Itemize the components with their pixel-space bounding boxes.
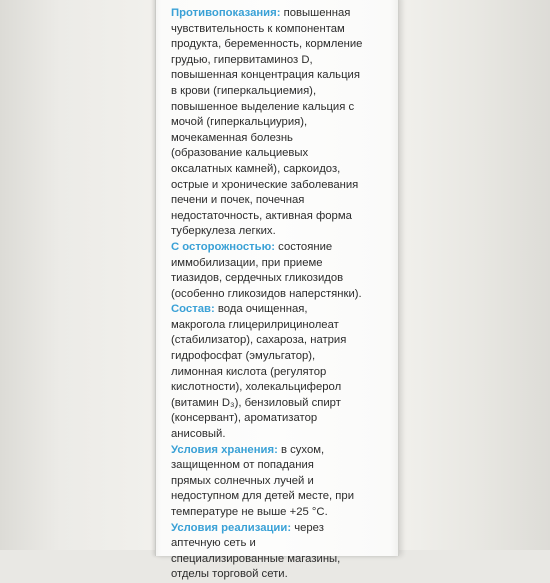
section-line: (стабилизатор), сахароза, натрия (171, 334, 347, 347)
section-line: продукта, беременность, кормление (171, 38, 363, 51)
section-line: печени и почек, почечная (171, 194, 305, 207)
section-line: мочой (гиперкальциурия), (171, 116, 308, 129)
section-line (171, 302, 391, 318)
section-text: вода очищенная, (217, 303, 308, 316)
section-line: защищенном от попадания (171, 459, 314, 472)
section-line: повышенное выделение кальция с (171, 100, 355, 113)
section-line: гидрофосфат (эмульгатор), (171, 350, 316, 363)
section-line: кислотности), холекальциферол (171, 381, 342, 394)
section-line (171, 521, 391, 537)
section-text: состояние (278, 240, 333, 253)
section-line: оксалатных камней), саркоидоз, (171, 162, 341, 175)
section-line (171, 240, 391, 256)
section-line: (витамин D₃), бензиловый спирт (171, 396, 341, 409)
section-line: анисовый. (171, 428, 226, 441)
section-line: прямых солнечных лучей и (171, 474, 314, 487)
section-text: в сухом, (280, 443, 325, 456)
section-line: температуре не выше +25 °C. (171, 506, 328, 518)
section-line: макрогола глицерилрицинолеат (171, 318, 339, 331)
composition-heading: Состав: (171, 303, 215, 316)
section-line: отделы торговой сети. (171, 568, 288, 581)
section-line: недостаточность, активная форма (171, 209, 352, 222)
label-text-block (171, 6, 391, 583)
section-line: (особенно гликозидов наперстянки). (171, 287, 362, 300)
caution-heading: С осторожностью: (171, 240, 276, 253)
section-text: повышенная (283, 7, 351, 19)
section-line: тиазидов, сердечных гликозидов (171, 272, 344, 285)
medicine-box-panel (155, 0, 399, 581)
section-line: острые и хронические заболевания (171, 178, 359, 191)
section-line: недоступном для детей месте, при (171, 490, 355, 503)
section-line: специализированные магазины, (171, 552, 341, 565)
section-line: чувствительность к компонентам (171, 22, 345, 35)
box-left-edge (155, 0, 156, 556)
section-line: (образование кальциевых (171, 147, 309, 160)
storage-heading: Условия хранения: (171, 443, 278, 456)
box-right-edge (398, 0, 399, 556)
section-line: (консервант), ароматизатор (171, 412, 318, 425)
contraindications-heading: Противопоказания: (171, 7, 281, 19)
section-line: грудью, гипервитаминоз D, (171, 53, 313, 66)
sale-conditions-heading: Условия реализации: (171, 521, 292, 534)
section-line: в крови (гиперкальциемия), (171, 84, 317, 97)
section-line: аптечную сеть и (171, 537, 256, 550)
section-line: туберкулеза легких. (171, 225, 276, 238)
section-text: через (294, 521, 324, 534)
section-line: мочекаменная болезнь (171, 131, 293, 144)
section-line: иммобилизации, при приеме (171, 256, 323, 269)
section-line (171, 443, 391, 459)
section-line (171, 6, 391, 22)
section-line: повышенная концентрация кальция (171, 69, 360, 82)
section-line: лимонная кислота (регулятор (171, 365, 327, 378)
